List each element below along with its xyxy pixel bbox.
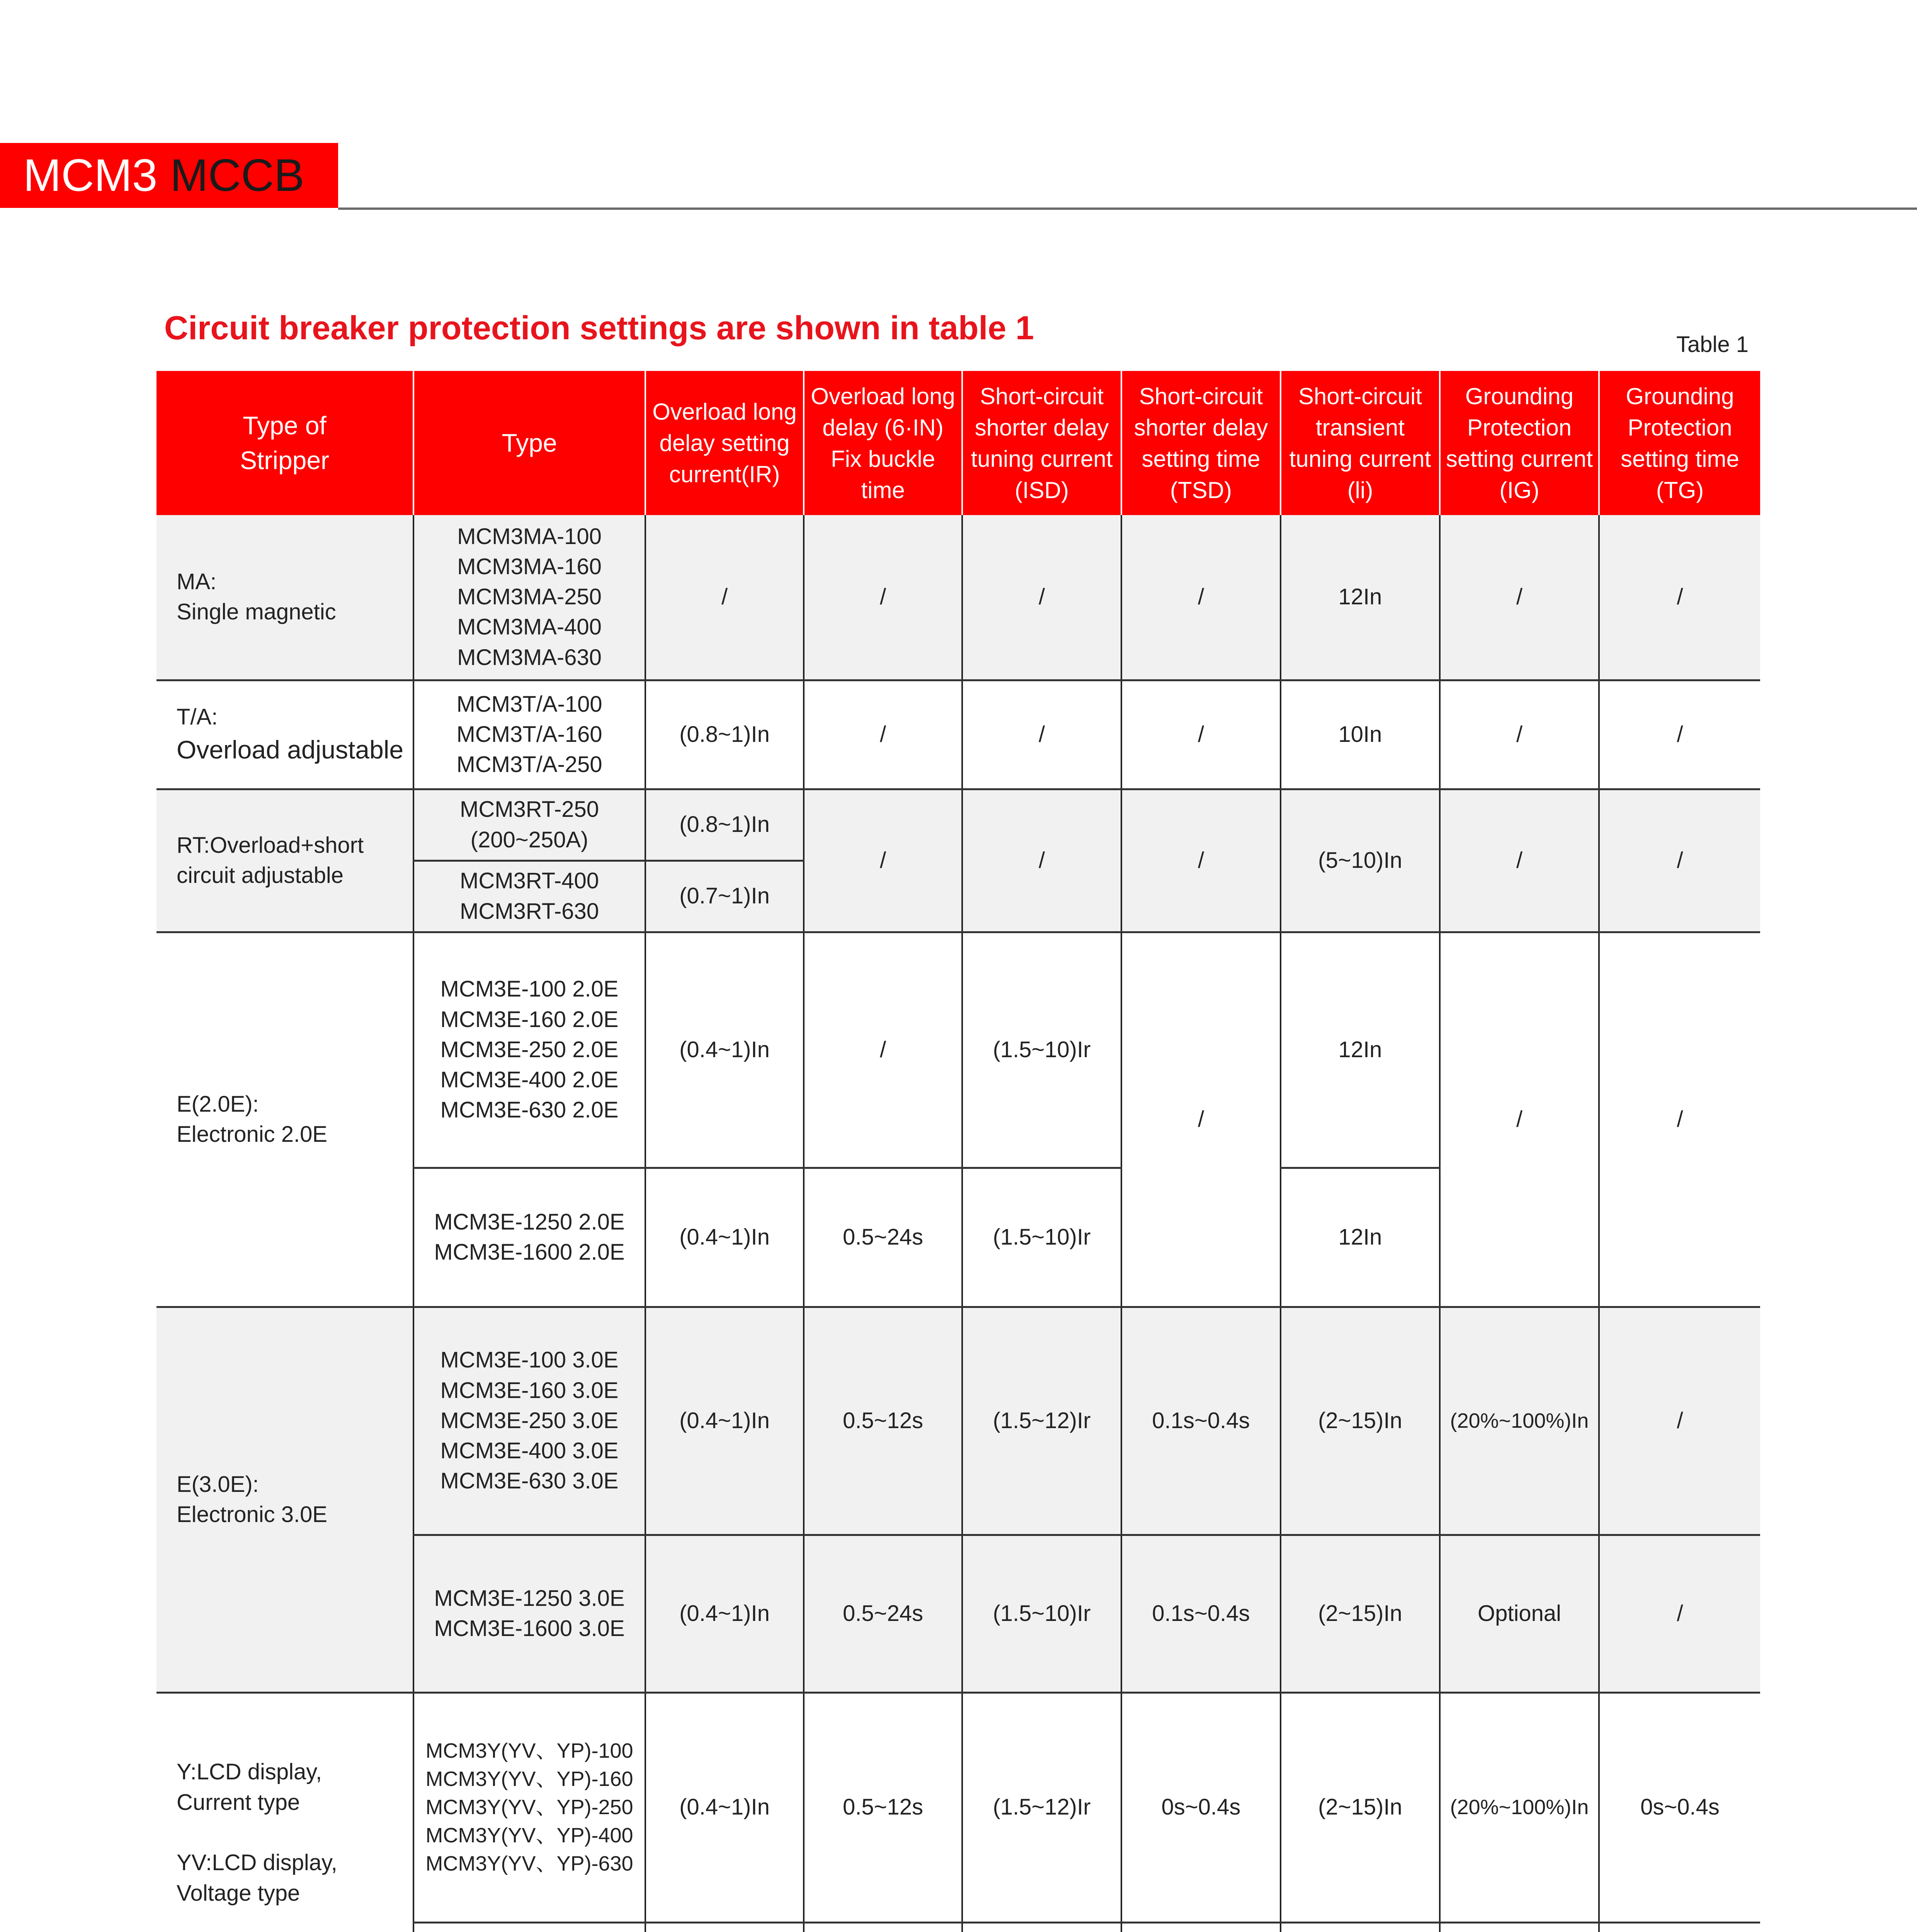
cell-line: transient [1315,414,1405,440]
ir-cell: (0.4~1)In [645,1535,804,1692]
type-cell [413,1535,645,1692]
type-cell [413,1307,645,1535]
cell-line: MCM3E-1600 3.0E [434,1616,625,1641]
li-cell [1281,1922,1440,1932]
tg-cell: / [1599,1307,1760,1535]
cell-line: MCM3Y(YV、YP)-160 [425,1767,633,1791]
type-cell [413,789,645,861]
cell-line: MCM3Y(YV、YP)-250 [425,1796,633,1819]
ig-cell: / [1440,789,1599,932]
stripper-cell [156,789,413,932]
table-row [156,932,1760,1168]
cell-line: MCM3E-400 3.0E [440,1438,619,1464]
table-row [156,1692,1760,1922]
tg-cell: / [1599,789,1760,932]
cell-line: RT:Overload+short [177,832,364,858]
col-tg [1599,371,1760,515]
ig-cell: / [1440,932,1599,1307]
tg-cell: 0s~0.4s [1599,1692,1760,1922]
cell-line: MCM3T/A-160 [456,721,602,747]
cell-line: setting time [1621,446,1739,472]
cell-line: Electronic 3.0E [177,1502,328,1527]
cell-line: MCM3E-100 2.0E [440,976,619,1002]
type-cell [413,861,645,932]
tsd-cell: / [1121,932,1281,1307]
col-overload-setting [645,371,804,515]
cell-line: E(3.0E): [177,1471,259,1497]
cell-line: MCM3MA-400 [457,614,602,640]
isd-cell: (1.5~10)Ir [962,1535,1121,1692]
cell-line: MCM3E-160 2.0E [440,1007,619,1032]
cell-line: Current type [177,1789,300,1815]
cell-line: MCM3E-1250 2.0E [434,1209,625,1235]
ir-cell: (0.8~1)In [645,680,804,789]
ir-cell: (0.4~1)In [645,932,804,1168]
col-type: Type [413,371,645,515]
cell-line: Overload long [652,399,797,425]
cell-line: E(2.0E): [177,1091,259,1117]
tg-cell [1599,1922,1760,1932]
isd-cell: (1.5~12)Ir [962,1692,1121,1922]
li-cell: 12In [1281,1168,1440,1307]
cell-line: MCM3E-250 2.0E [440,1037,619,1062]
header-row [156,371,1760,515]
cell-line: MCM3T/A-250 [456,752,602,777]
cell-line: Short-circuit [1298,383,1422,409]
isd-cell: (1.5~10)Ir [962,1168,1121,1307]
cell-line: Grounding [1626,383,1734,409]
li-cell: 10In [1281,680,1440,789]
li-cell: (2~15)In [1281,1307,1440,1535]
isd-cell: (1.5~12)Ir [962,1307,1121,1535]
cell-line: MCM3E-630 3.0E [440,1468,619,1494]
fix-time-cell: 0.5~24s [804,1535,962,1692]
cell-line: MCM3MA-630 [457,645,602,670]
col-isd [962,371,1121,515]
cell-line: MCM3RT-630 [460,898,599,924]
ir-cell: / [645,515,804,680]
tsd-cell: / [1121,789,1281,932]
table-row [156,1307,1760,1535]
cell-line: MCM3MA-160 [457,554,602,579]
tsd-cell: 0.1s~0.4s [1121,1307,1281,1535]
ig-cell: / [1440,515,1599,680]
table-row [156,789,1760,861]
ig-cell: / [1440,680,1599,789]
isd-cell: / [962,680,1121,789]
cell-line: (TG) [1656,477,1704,503]
cell-line: MCM3Y(YV、YP)-100 [425,1739,633,1763]
cell-line: MCM3RT-250 [460,797,599,822]
fix-time-cell: / [804,932,962,1168]
col-overload-fix-time [804,371,962,515]
cell-line: Single magnetic [177,599,336,625]
cell-line: MCM3MA-100 [457,524,602,549]
fix-time-cell: / [804,680,962,789]
cell-line: MCM3E-1250 3.0E [434,1585,625,1611]
cell-line: Grounding [1465,383,1574,409]
cell-line: MCM3E-250 3.0E [440,1408,619,1433]
cell-line: Electronic 2.0E [177,1122,328,1147]
cell-line: Y:LCD display, [177,1759,322,1785]
fix-time-cell: 0.5~12s [804,1692,962,1922]
cell-line [177,1908,410,1932]
tsd-cell: 0.1s~0.4s [1121,1535,1281,1692]
header-title: MCM3 MCCB [23,150,304,201]
tsd-cell: / [1121,515,1281,680]
cell-line: MCM3E-400 2.0E [440,1067,619,1093]
stripper-cell: T/A: Overload adjustable [156,680,413,789]
cell-line: MCM3E-100 3.0E [440,1347,619,1373]
tg-cell: / [1599,515,1760,680]
protection-settings-table [156,371,1760,1932]
isd-cell [962,1922,1121,1932]
cell-line: setting time [1141,446,1260,472]
cell-line: tuning current [1289,446,1431,472]
cell-line: Voltage type [177,1880,300,1906]
cell-line: MCM3E-1600 2.0E [434,1240,625,1265]
cell-line: (TSD) [1170,477,1232,503]
fix-time-cell: 0.5~12s [804,1307,962,1535]
col-li [1281,371,1440,515]
cell-line: Short-circuit [1139,383,1263,409]
cell-line: tuning current [971,446,1113,472]
cell-line: MA: [177,569,217,594]
li-cell: 12In [1281,932,1440,1168]
fix-time-cell [804,1922,962,1932]
cell-line: shorter delay [975,414,1109,440]
cell-line: YV:LCD display, [177,1850,337,1876]
cell-line: MCM3MA-250 [457,584,602,610]
cell-line: (li) [1347,477,1373,503]
col-stripper-type [156,371,413,515]
li-cell: (5~10)In [1281,789,1440,932]
li-cell: (2~15)In [1281,1535,1440,1692]
type-cell [413,1922,645,1932]
ir-cell [645,1922,804,1932]
table-row [156,680,1760,789]
ig-cell: (20%~100%)In [1440,1692,1599,1922]
table-label: Table 1 [1676,332,1749,357]
ig-cell: Optional [1440,1535,1599,1692]
tsd-cell: 0s~0.4s [1121,1692,1281,1922]
page-title: Circuit breaker protection settings are shown in table 1 [164,310,1034,347]
table-row [156,515,1760,680]
tg-cell: / [1599,1535,1760,1692]
ir-cell: (0.4~1)In [645,1307,804,1535]
cell-line: MCM3Y(YV、YP)-630 [425,1852,633,1875]
cell-line: MCM3T/A-100 [456,691,602,717]
fix-time-cell: 0.5~24s [804,1168,962,1307]
cell-line: Stripper [240,446,330,474]
cell-line: Protection [1467,414,1572,440]
col-tsd [1121,371,1281,515]
cell-line [177,1818,410,1848]
cell-line: MCM3RT-400 [460,868,599,894]
cell-line: Overload long [811,383,955,409]
cell-line: time [861,477,905,503]
cell-line: (200~250A) [470,827,589,852]
ir-cell: (0.8~1)In [645,789,804,861]
cell-line: MCM3E-160 3.0E [440,1378,619,1403]
cell-line: (ISD) [1015,477,1069,503]
col-ig [1440,371,1599,515]
isd-cell: / [962,789,1121,932]
cell-line: (IG) [1499,477,1539,503]
stripper-cell [156,932,413,1307]
fix-time-cell: / [804,789,962,932]
isd-cell: / [962,515,1121,680]
cell-line: setting current [1446,446,1593,472]
header-divider [338,207,1917,210]
stripper-cell [156,515,413,680]
cell-line: shorter delay [1134,414,1268,440]
tsd-cell: / [1121,680,1281,789]
ir-cell: (0.4~1)In [645,1692,804,1922]
fix-time-cell: / [804,515,962,680]
cell-line: delay setting [659,430,790,456]
cell-line: Short-circuit [980,383,1104,409]
type-cell [413,680,645,789]
type-cell [413,932,645,1168]
type-cell [413,1168,645,1307]
cell-line: MCM3E-630 2.0E [440,1097,619,1123]
cell-line: circuit adjustable [177,863,344,888]
cell-line: current(IR) [669,461,780,487]
ig-cell [1440,1922,1599,1932]
cell-line: Fix buckle [830,446,936,472]
stripper-cell [156,1307,413,1692]
cell-line: Protection [1628,414,1732,440]
tg-cell: / [1599,680,1760,789]
cell-line: delay (6·IN) [822,414,944,440]
ir-cell: (0.7~1)In [645,861,804,932]
tg-cell: / [1599,932,1760,1307]
ir-cell: (0.4~1)In [645,1168,804,1307]
type-cell [413,1692,645,1922]
tsd-cell [1121,1922,1281,1932]
li-cell: 12In [1281,515,1440,680]
type-cell [413,515,645,680]
cell-line: Type of [243,411,327,440]
cell-line: MCM3Y(YV、YP)-400 [425,1823,633,1847]
isd-cell: (1.5~10)Ir [962,932,1121,1168]
li-cell: (2~15)In [1281,1692,1440,1922]
ig-cell: (20%~100%)In [1440,1307,1599,1535]
stripper-cell [156,1692,413,1932]
